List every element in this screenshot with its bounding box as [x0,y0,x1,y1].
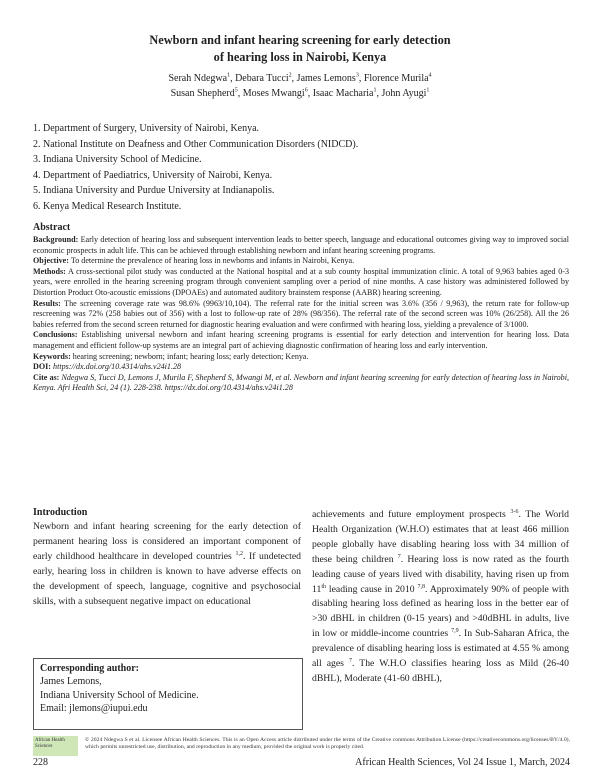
intro-text: . Approximately 90% of people with disabling hearing loss defined as hearing loss in the better ear of >30 dBHL in children (0-15 years) and >40dBHL in adults, live in low or middle-income countries [312,583,569,640]
objective-label: Objective: [33,256,69,266]
paper-title [60,32,540,66]
abstract-citation [33,373,569,394]
affiliation-3: 3. Indiana University School of Medicine. [33,154,202,166]
cite-label: Cite as: [33,372,60,382]
citation-sup: 7 [349,657,352,664]
journal-logo-badge: African Health Sciences [33,736,78,756]
author-affiliation-sup: 1 [426,87,430,94]
author-affiliation-sup: 6 [304,87,308,94]
corresponding-email[interactable]: Email: jlemons@iupui.edu [40,703,148,715]
author-affiliation-sup: 2 [288,72,292,79]
methods-label: Methods: [33,266,66,276]
author-name: Isaac Macharia [312,87,374,99]
journal-footer: African Health Sciences, Vol 24 Issue 1, March, 2024 [355,757,570,768]
intro-paragraph-1 [33,520,301,609]
intro-text: Newborn and infant hearing screening for the early detection of permanent hearing loss is considered an important component of early childhood healthcare in developed countries [33,521,301,562]
affiliation-6: 6. Kenya Medical Research Institute. [33,200,182,212]
cite-text: Ndegwa S, Tucci D, Lemons J, Murila F, Shepherd S, Mwangi M, et al. Newborn and infant hearing screening for early detection of hearing loss in Nairobi, Kenya. Afri Health Sci, 24 (1). 228-238. https://dx.doi.org/10.4314/ahs.v24i1.28 [33,372,570,393]
corresponding-heading: Corresponding author: [40,663,139,674]
abstract-background [33,235,569,256]
intro-text: leading cause in 2010 [326,583,418,595]
citation-sup: 7,8 [417,583,426,590]
author-list [60,72,540,101]
intro-text: . If undetected early, hearing loss in children is known to have adverse effects on the development of speech, language, cognitive and psychosocial skills, with a subsequent negative impact on educational [33,550,301,607]
affiliations [33,121,358,215]
author-affiliation-sup: 3 [355,72,359,79]
author-name: Debara Tucci [235,73,289,84]
author-name: Serah Ndegwa [168,73,228,84]
ordinal-sup: th [321,583,326,590]
intro-text: . In Sub-Saharan Africa, the prevalence of disabling hearing loss is estimated at 4.55 % among all ages [312,628,569,670]
page-number: 228 [33,757,48,768]
abstract-objective [33,256,569,267]
affiliation-4: 4. Department of Paediatrics, University of Nairobi, Kenya. [33,169,273,181]
intro-text: . Hearing loss is now rated as the fourth leading cause of years lived with disability, having risen up from 11 [312,553,569,595]
author-name: John Ayugi [381,87,427,99]
keywords-label: Keywords: [33,351,71,361]
author-affiliation-sup: 1 [227,72,231,79]
author-name: Florence Murila [363,73,429,84]
objective-text: To determine the prevalence of hearing loss in newborns and infants in Nairobi, Kenya. [68,256,355,266]
doi-link[interactable]: https://dx.doi.org/10.4314/ahs.v24i1.28 [51,362,182,372]
author-name: James Lemons [296,73,356,84]
doi-label: DOI: [33,362,51,372]
affiliation-1: 1. Department of Surgery, University of Nairobi, Kenya. [33,123,260,134]
title-line-2: of hearing loss in Nairobi, Kenya [213,50,387,64]
title-line-1: Newborn and infant hearing screening for early detection [149,33,451,47]
author-affiliation-sup: 4 [428,72,432,79]
authors-line-1: Serah Ndegwa$^1$, Debara Tucci$^2$, James Lemons$^3$, Florence Murila$^4$ [168,72,432,84]
background-text: Early detection of hearing loss and subsequent intervention leads to better speech, language and educational outcomes giving way to improved social economic prospects in adult life. This can be achieved through establishing newborn and infant hearing screening programs. [33,235,569,255]
conclusions-text: Establishing universal newborn and infant hearing screening programs is essential for early detection and intervention for hearing loss. Data management and efficient follow-up systems are an integral part of achieving diagnostic confirmation of hearing loss and early intervention. [33,330,569,350]
intro-column-left [33,505,301,609]
abstract [33,222,569,394]
intro-text: . The W.H.O classifies hearing loss as Mild (26-40 dBHL), Moderate (41-60 dBHL), [312,658,569,684]
corresponding-name: James Lemons, [40,676,102,688]
abstract-heading: Abstract [33,222,71,233]
intro-heading: Introduction [33,507,88,518]
affiliation-5: 5. Indiana University and Purdue University at Indianapolis. [33,185,275,197]
conclusions-label: Conclusions: [33,330,78,340]
citation-sup: 7,9 [451,628,459,635]
abstract-keywords [33,352,569,363]
keywords-text: hearing screening; newborn; infant; hearing loss; early detection; Kenya. [70,351,309,361]
corresponding-author-box [33,658,303,730]
intro-text: achievements and future employment prospects [312,509,511,520]
results-label: Results: [33,298,61,308]
abstract-results [33,299,569,331]
citation-sup: 3-6 [510,508,519,515]
license-text: © 2024 Ndegwa S et al. Licensee African Health Sciences. This is an Open Access article distributed under the terms of the Creative commons Attribution License (https://creativecommons.org/licenses/BY/4.0), which permits unrestricted use, distribution, and reproduction in any medium, provided the original work is properly cited. [85,737,570,751]
corresponding-institution: Indiana University School of Medicine. [40,689,199,701]
intro-text: . The World Health Organization (W.H.O) estimates that at least 466 million people globally have disabling hearing loss with 34 million of these being children [312,509,569,565]
author-name: Moses Mwangi [242,87,305,99]
affiliation-2: 2. National Institute on Deafness and Other Communication Disorders (NIDCD). [33,138,359,150]
author-affiliation-sup: 5 [234,87,238,94]
results-text: The screening coverage rate was 98.6% (9963/10,104). The referral rate for the initial screen was 3.6% (356 / 9,963), the return rate for follow-up rescreening was 72% (258 babies out of 356) with a lost to follow-up rate of 28% (98/356). The referral rate of the second screen was 10% (26/258). All the 26 babies referred from the second screen returned for diagnostic hearing evaluation and were confirmed with hearing loss, yielding a prevalence of 3/1000. [33,298,569,329]
intro-column-right [312,508,569,687]
author-name: Susan Shepherd [170,87,235,99]
methods-text: A cross-sectional pilot study was conducted at the National hospital and at a sub county hospital immunization clinic. A total of 9,963 babies aged 0-3 years, were enrolled in the hearing screening program through convenient sampling over a period of nine months. A case history was administered followed by Distortion Product Oto-acoustic emissions (DPOAEs) and automated auditory brainstem response (AABR) hearing screening. [33,266,569,297]
abstract-conclusions [33,330,569,351]
intro-paragraph-continued [312,508,569,687]
citation-sup: 7 [397,553,401,560]
abstract-doi [33,362,569,373]
citation-sup: 1,2 [235,550,243,557]
background-label: Background: [33,235,79,244]
author-affiliation-sup: 1 [373,87,377,94]
abstract-methods [33,267,569,299]
authors-line-2: Susan Shepherd$^5$, Moses Mwangi$^6$, Isaac Macharia$^1$, John Ayugi$^1$ [170,87,430,99]
